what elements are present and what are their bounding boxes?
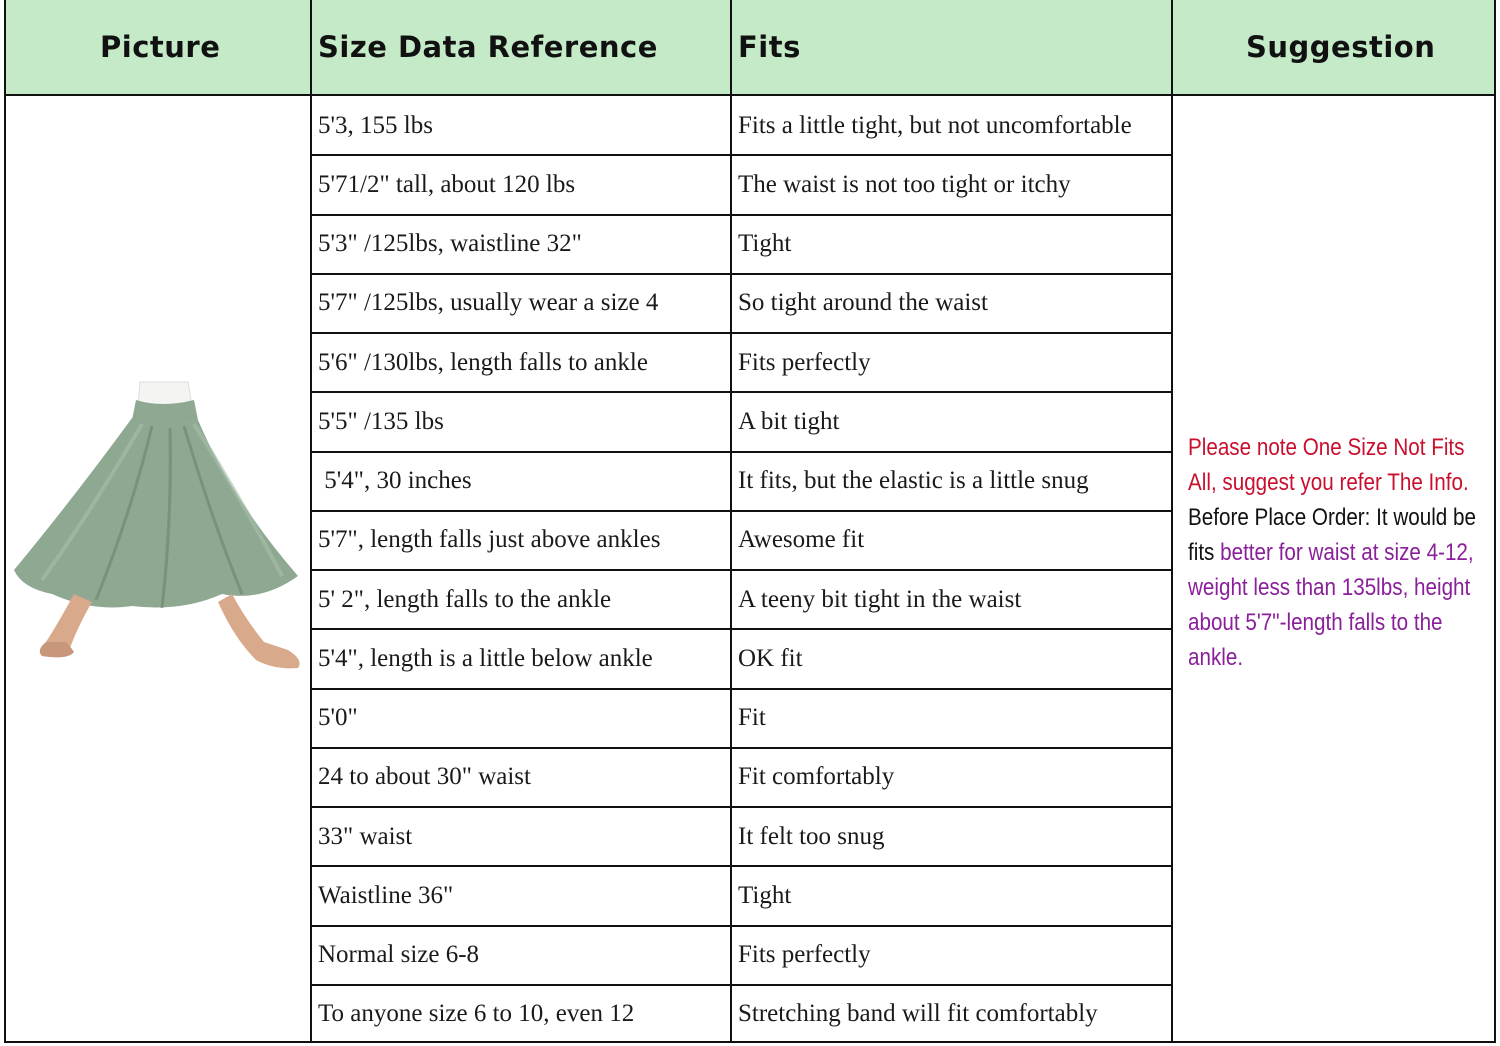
header-size-data-reference: Size Data Reference	[318, 30, 658, 64]
row-divider	[310, 865, 1173, 867]
row-divider	[310, 984, 1173, 986]
size-reference-cell: 5'4", 30 inches	[318, 467, 472, 495]
fit-cell: A bit tight	[738, 407, 840, 435]
row-divider	[310, 451, 1173, 453]
column-divider	[1171, 0, 1173, 1043]
fit-cell: Fit comfortably	[738, 763, 895, 791]
row-divider	[310, 806, 1173, 808]
fit-cell: Tight	[738, 230, 792, 258]
fit-cell: Awesome fit	[738, 526, 865, 554]
fit-cell: Fits perfectly	[738, 941, 871, 969]
suggestion-recommendation: better for waist at size 4-12, weight less than 135lbs, height about 5'7"-length falls to the ankle.	[1188, 539, 1474, 671]
fit-cell: It fits, but the elastic is a little snug	[738, 467, 1089, 495]
header-fits: Fits	[738, 30, 801, 64]
fit-cell: The waist is not too tight or itchy	[738, 170, 1071, 198]
size-reference-cell: Normal size 6-8	[318, 941, 480, 969]
size-reference-cell: 5'3" /125lbs, waistline 32"	[318, 230, 582, 258]
size-reference-cell: 5'3, 155 lbs	[318, 111, 433, 139]
row-divider	[310, 747, 1173, 749]
size-reference-cell: To anyone size 6 to 10, even 12	[318, 1000, 635, 1028]
size-reference-cell: 24 to about 30" waist	[318, 763, 531, 791]
fit-cell: So tight around the waist	[738, 289, 988, 317]
fit-cell: It felt too snug	[738, 822, 885, 850]
size-reference-cell: Waistline 36"	[318, 881, 454, 909]
row-divider	[310, 391, 1173, 393]
row-divider	[310, 569, 1173, 571]
size-reference-cell: 5'7" /125lbs, usually wear a size 4	[318, 289, 659, 317]
column-divider	[310, 0, 312, 1043]
column-divider	[730, 0, 732, 1043]
fit-cell: OK fit	[738, 644, 803, 672]
row-divider	[310, 688, 1173, 690]
fit-cell: Fits a little tight, but not uncomfortable	[738, 111, 1132, 139]
row-divider	[310, 925, 1173, 927]
row-divider	[310, 628, 1173, 630]
fit-cell: A teeny bit tight in the waist	[738, 585, 1022, 613]
size-reference-cell: 5'5" /135 lbs	[318, 407, 444, 435]
table-header-row	[6, 0, 1494, 96]
size-reference-cell: 5'71/2" tall, about 120 lbs	[318, 170, 576, 198]
size-chart-table	[4, 0, 1496, 1043]
fit-cell: Tight	[738, 881, 792, 909]
fit-cell: Fit	[738, 704, 766, 732]
suggestion-warning: Please note One Size Not Fits All, suggest you refer The Info.	[1188, 434, 1469, 496]
row-divider	[310, 332, 1173, 334]
size-reference-cell: 5'7", length falls just above ankles	[318, 526, 661, 554]
fit-cell: Fits perfectly	[738, 348, 871, 376]
row-divider	[310, 273, 1173, 275]
size-reference-cell: 5'6" /130lbs, length falls to ankle	[318, 348, 648, 376]
row-divider	[310, 214, 1173, 216]
size-reference-cell: 33" waist	[318, 822, 413, 850]
header-suggestion: Suggestion	[1246, 30, 1436, 64]
row-divider	[310, 510, 1173, 512]
suggestion-text	[1188, 430, 1498, 675]
size-reference-cell: 5' 2", length falls to the ankle	[318, 585, 612, 613]
skirt-model-image	[12, 380, 308, 680]
suggestion-intro: Before Place Order: It would be fits	[1188, 504, 1476, 566]
size-reference-cell: 5'4", length is a little below ankle	[318, 644, 653, 672]
row-divider	[310, 154, 1173, 156]
fit-cell: Stretching band will fit comfortably	[738, 1000, 1098, 1028]
header-picture: Picture	[100, 30, 221, 64]
size-reference-cell: 5'0"	[318, 704, 358, 732]
